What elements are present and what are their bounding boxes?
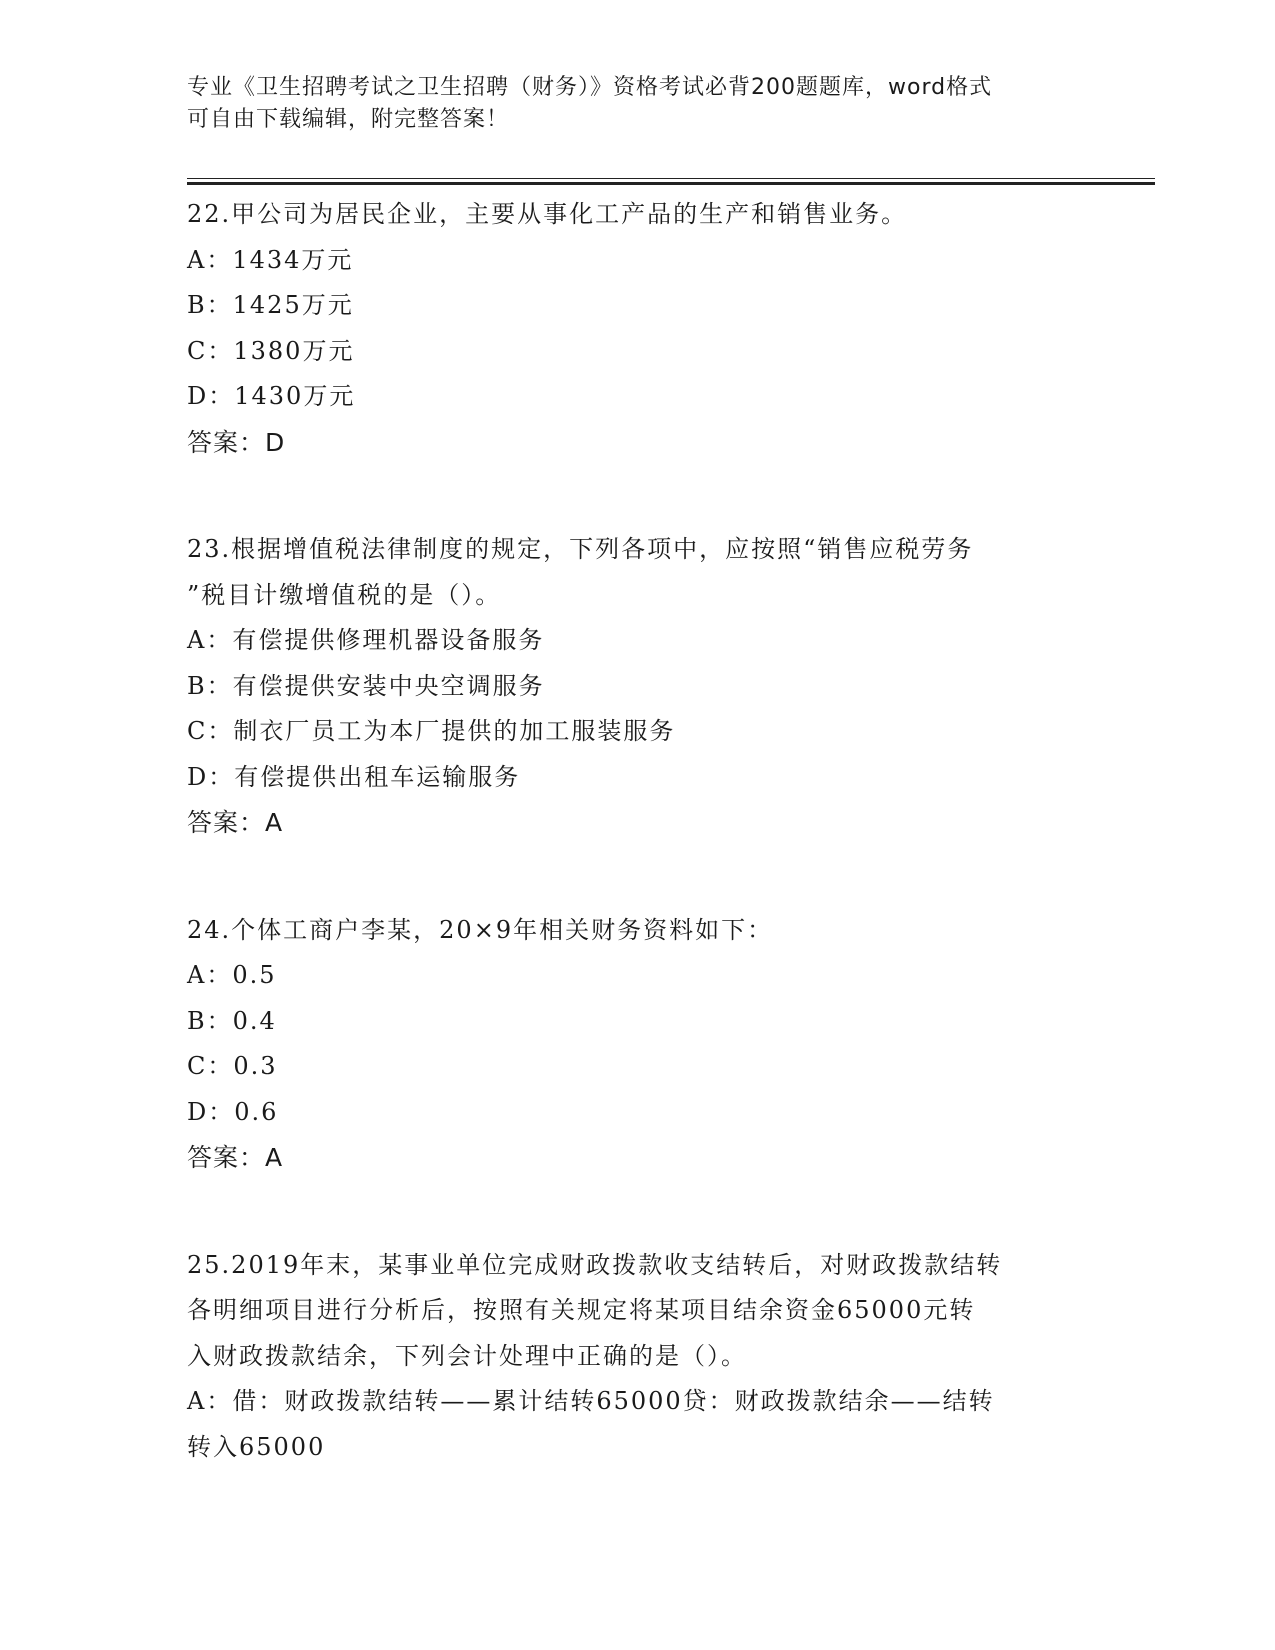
option-a: A：0.5 [187,961,277,989]
option-c: C：制衣厂员工为本厂提供的加工服装服务 [187,717,676,745]
question-stem-line-1: 23.根据增值税法律制度的规定，下列各项中，应按照“销售应税劳务 [187,535,974,563]
answer: 答案：A [187,1143,284,1172]
option-b: B：有偿提供安装中央空调服务 [187,671,545,700]
question-stem-line-3: 入财政拨款结余，下列会计处理中正确的是（）。 [187,1341,747,1370]
question-stem: 22.甲公司为居民企业，主要从事化工产品的生产和销售业务。 [187,200,908,228]
question-22 [187,192,1087,465]
option-b: B：0.4 [187,1006,277,1035]
question-stem-line-1: 25.2019年末，某事业单位完成财政拨款收支结转后，对财政拨款结转 [187,1250,1003,1279]
option-a: A：有偿提供修理机器设备服务 [187,626,545,654]
question-stem: 24.个体工商户李某，20×9年相关财务资料如下： [187,915,774,944]
header-line-1: 专业《卫生招聘考试之卫生招聘（财务）》资格考试必背200题题库，word格式 [187,75,993,100]
question-25 [187,1243,1087,1471]
option-c: C：0.3 [187,1052,278,1080]
option-d: D：有偿提供出租车运输服务 [187,762,521,791]
option-c: C：1380万元 [187,336,355,365]
question-24 [187,908,1087,1181]
option-d: D：0.6 [187,1097,279,1126]
answer: 答案：A [187,808,284,837]
answer: 答案：D [187,427,286,457]
question-23 [187,527,1087,846]
header-line-2: 可自由下载编辑，附完整答案！ [187,107,510,132]
document-header [187,72,1087,136]
header-divider-thick [187,182,1155,185]
question-stem-line-2: ”税目计缴增值税的是（）。 [187,580,502,609]
option-a-continued: 转入65000 [187,1432,326,1461]
header-divider-thin [187,178,1155,179]
option-a: A：1434万元 [187,245,354,274]
option-d: D：1430万元 [187,382,356,410]
option-a: A：借：财政拨款结转——累计结转65000贷：财政拨款结余——结转 [187,1387,995,1415]
option-b: B：1425万元 [187,291,354,319]
question-list [187,192,1087,1532]
question-stem-line-2: 各明细项目进行分析后，按照有关规定将某项目结余资金65000元转 [187,1296,976,1324]
